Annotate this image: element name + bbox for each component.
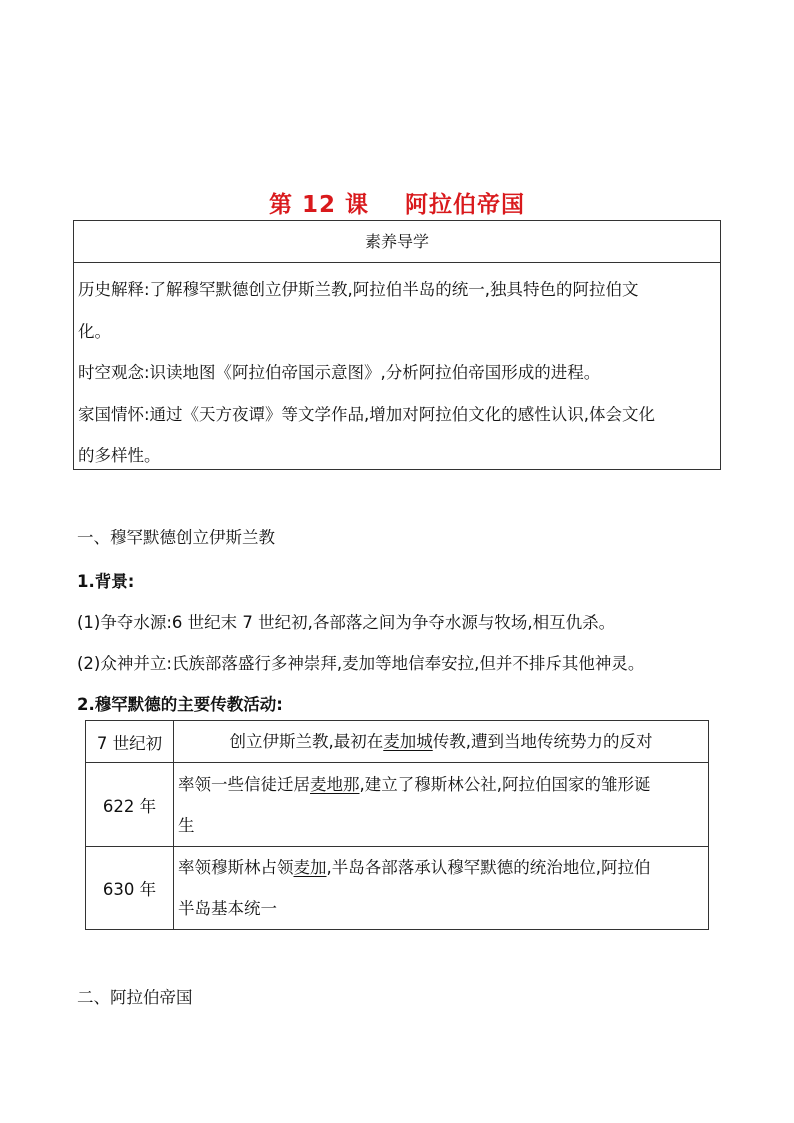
table-row (86, 847, 709, 930)
guide-header: 素养导学 (74, 221, 720, 263)
event-cell: 率领穆斯林占领麦加,半岛各部落承认穆罕默德的统治地位,阿拉伯 半岛基本统一 (174, 847, 709, 930)
answer-blank: 麦加城 (383, 732, 433, 751)
guide-body (74, 263, 720, 477)
guide-line: 历史解释:了解穆罕默德创立伊斯兰教,阿拉伯半岛的统一,独具特色的阿拉伯文 (78, 280, 639, 299)
year-cell: 7 世纪初 (86, 721, 174, 763)
event-cell: 创立伊斯兰教,最初在麦加城传教,遭到当地传统势力的反对 (174, 721, 709, 763)
section1-heading: 一、穆罕默德创立伊斯兰教 (77, 528, 275, 547)
year-cell: 622 年 (86, 763, 174, 847)
year-cell: 630 年 (86, 847, 174, 930)
answer-blank: 麦地那 (310, 774, 360, 794)
lesson-name: 阿拉伯帝国 (405, 192, 526, 218)
event-cell: 率领一些信徒迁居麦地那,建立了穆斯林公社,阿拉伯国家的雏形诞 生 (174, 763, 709, 847)
guide-line: 时空观念:识读地图《阿拉伯帝国示意图》,分析阿拉伯帝国形成的进程。 (78, 363, 601, 382)
background-point-1: (1)争夺水源:6 世纪末 7 世纪初,各部落之间为争夺水源与牧场,相互仇杀。 (77, 613, 616, 632)
background-point-2: (2)众神并立:氏族部落盛行多神崇拜,麦加等地信奉安拉,但并不排斥其他神灵。 (77, 654, 645, 673)
section2-heading: 二、阿拉伯帝国 (77, 988, 193, 1007)
activities-table (85, 720, 709, 930)
guide-line: 化。 (78, 321, 111, 341)
guide-line: 家国情怀:通过《天方夜谭》等文学作品,增加对阿拉伯文化的感性认识,体会文化 (78, 404, 656, 424)
answer-blank: 麦加 (293, 858, 327, 877)
activities-heading: 2.穆罕默德的主要传教活动: (77, 695, 283, 714)
literacy-guide-box (73, 220, 721, 470)
lesson-title (0, 186, 794, 219)
background-heading: 1.背景: (77, 572, 135, 591)
table-row (86, 763, 709, 847)
guide-line: 的多样性。 (78, 446, 161, 465)
table-row (86, 721, 709, 763)
lesson-number: 第 12 课 (268, 192, 370, 218)
